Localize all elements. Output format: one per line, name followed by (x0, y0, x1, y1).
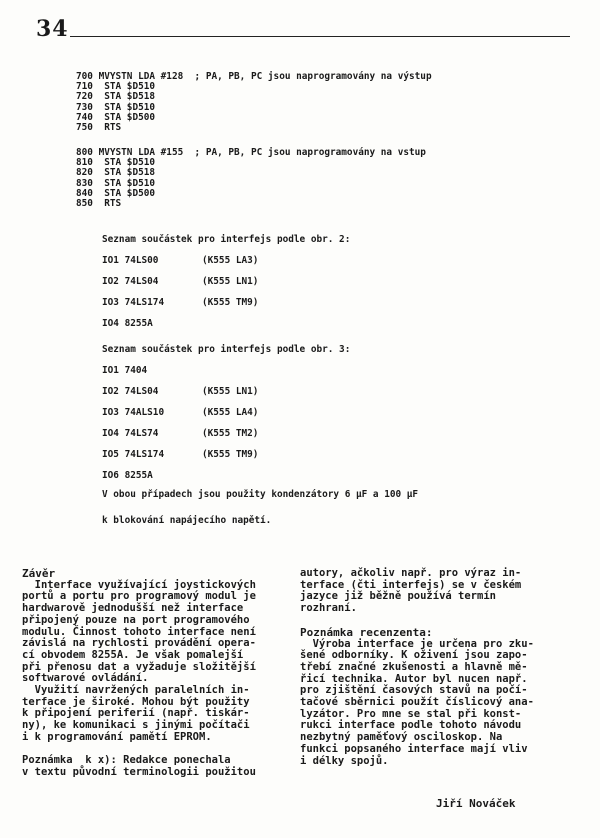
parts-row (102, 428, 572, 440)
text-line: i k programování pamětí EPROM. (22, 730, 212, 743)
text-line: rukci interface podle tohoto návodu (300, 719, 522, 732)
text-line: softwarové ovládání. (22, 672, 149, 685)
code-line: 810 STA $D510 (76, 157, 156, 169)
part-equiv: (K555 LA3) (202, 255, 259, 266)
right-column (300, 568, 570, 767)
text-line: autory, ačkoliv např. pro výraz in- (300, 567, 522, 579)
text-line: připojený pouze na port programového (22, 613, 250, 626)
code-block-input (76, 148, 556, 209)
section-heading-recenzent: Poznámka recenzenta: (300, 625, 433, 639)
text-line: k připojení periferií (např. tiskár- (22, 707, 250, 720)
text-line: šené odborníky. K oživení jsou zapo- (300, 649, 528, 662)
part-ic: IO5 74LS174 (102, 449, 165, 460)
text-line: nezbytný paměťový osciloskop. Na (300, 731, 503, 744)
part-equiv: (K555 TM9) (202, 297, 259, 308)
code-line: 850 RTS (76, 198, 122, 210)
parts-list-fig2 (102, 234, 572, 330)
code-block-output (76, 72, 556, 133)
parts-row (102, 276, 572, 288)
spacer (300, 615, 570, 627)
text-line: i délky spojů. (300, 754, 389, 767)
part-ic: IO3 74LS174 (102, 297, 165, 308)
part-ic: IO3 74ALS10 (102, 407, 165, 418)
part-ic: IO1 7404 (102, 365, 148, 376)
text-line: třebí značné zkušenosti a hlavně mě- (300, 660, 528, 673)
code-line: 820 STA $D518 (76, 167, 156, 179)
code-line: 710 STA $D510 (76, 81, 156, 93)
text-line: terface (čti interfejs) se v českém (300, 578, 522, 591)
page-number: 34 (36, 16, 69, 42)
text-line: modulu. Činnost tohoto interface není (22, 625, 256, 638)
part-equiv: (K555 LN1) (202, 386, 259, 397)
text-line: terface je široké. Mohou být použity (22, 695, 250, 708)
parts-row (102, 255, 572, 267)
text-line: Interface využívající joystickových (22, 578, 256, 591)
part-ic: IO2 74LS04 (102, 386, 159, 397)
parts-row (102, 318, 572, 330)
part-equiv: (K555 LA4) (202, 407, 259, 418)
code-line: 840 STA $D500 (76, 187, 156, 199)
text-line: funkci popsaného interface mají vliv (300, 742, 528, 755)
text-line: závislá na rychlosti provádění opera- (22, 637, 256, 650)
text-line: řicí technika. Autor byl nucen např. (300, 672, 528, 685)
header-rule (70, 36, 570, 37)
part-ic: IO4 74LS74 (102, 428, 159, 439)
code-line: 750 RTS (76, 122, 122, 134)
left-column (22, 568, 292, 779)
text-line: pro zjištění časových stavů na počí- (300, 684, 528, 697)
part-equiv: (K555 TM9) (202, 449, 259, 460)
code-line: 740 STA $D500 (76, 111, 156, 123)
text-line: portů a portu pro programový modul je (22, 590, 256, 603)
text-line: tačové sběrnici použít číslicový ana- (300, 696, 534, 709)
capacitor-note: k blokování napájecího napětí. (102, 515, 272, 526)
capacitor-note: V obou případech jsou použity kondenzátory 6 µF a 100 µF (102, 489, 419, 500)
parts-list-fig3 (102, 344, 572, 482)
part-equiv: (K555 LN1) (202, 276, 259, 287)
code-line: 830 STA $D510 (76, 177, 156, 189)
parts-row (102, 407, 572, 419)
part-ic: IO6 8255A (102, 470, 153, 481)
text-line: hardwarově jednodušší než interface (22, 602, 244, 615)
section-heading-zaver: Závěr (22, 567, 56, 580)
parts-list-heading: Seznam součástek pro interfejs podle obr. 2: (102, 234, 351, 245)
parts-list-heading: Seznam součástek pro interfejs podle obr. 3: (102, 344, 351, 355)
text-line: lyzátor. Pro mne se stal při konst- (300, 707, 522, 720)
text-line: Poznámka k x): Redakce ponechala (22, 754, 231, 767)
parts-row (102, 297, 572, 309)
code-line: 700 MVYSTN LDA #128 ; PA, PB, PC jsou naprogramovány na výstup (76, 71, 432, 82)
part-equiv: (K555 TM2) (202, 428, 259, 439)
parts-row (102, 470, 572, 482)
parts-row (102, 449, 572, 461)
text-line: Využití navržených paralelních in- (22, 684, 250, 697)
text-line: jazyce již běžně používá termín (300, 590, 496, 603)
author-signature: Jiří Nováček (436, 797, 516, 810)
text-line: ny), ke komunikaci s jinými počítači (22, 719, 250, 732)
code-line: 730 STA $D510 (76, 101, 156, 113)
part-ic: IO1 74LS00 (102, 255, 159, 266)
code-line: 720 STA $D518 (76, 91, 156, 103)
text-line: cí obvodem 8255A. Je však pomalejší (22, 648, 244, 661)
text-line: rozhraní. (300, 602, 357, 615)
parts-row (102, 365, 572, 377)
text-line: při přenosu dat a vyžaduje složitější (22, 660, 256, 673)
code-line: 800 MVYSTN LDA #155 ; PA, PB, PC jsou naprogramovány na vstup (76, 147, 426, 158)
text-line: v textu původní terminologii použitou (22, 765, 256, 778)
text-line: Výroba interface je určena pro zku- (300, 637, 534, 650)
part-ic: IO2 74LS04 (102, 276, 159, 287)
part-ic: IO4 8255A (102, 318, 153, 329)
parts-row (102, 386, 572, 398)
